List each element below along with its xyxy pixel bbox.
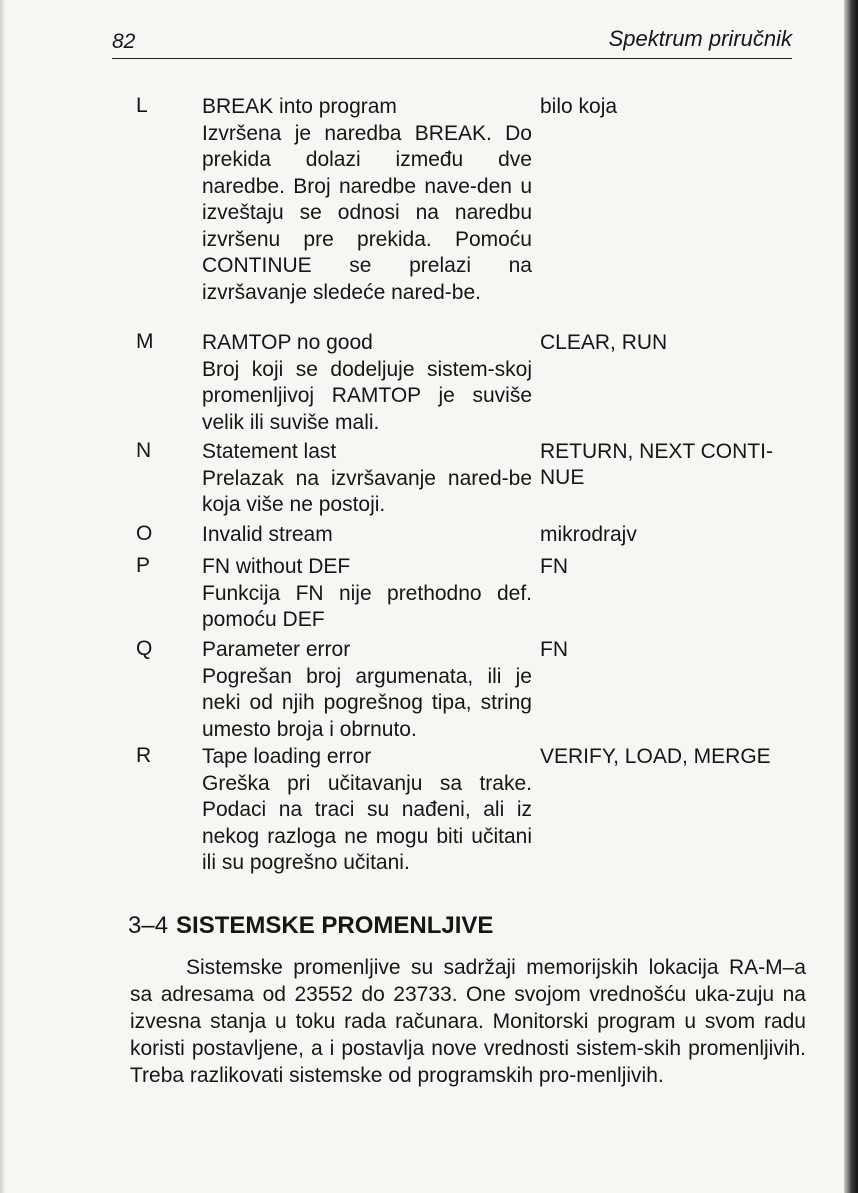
error-code: Q <box>136 637 153 660</box>
error-message: Parameter error <box>202 638 351 661</box>
running-title: Spektrum priručnik <box>608 26 792 51</box>
error-code: P <box>136 554 151 577</box>
error-code: R <box>136 744 152 767</box>
error-description <box>202 439 532 519</box>
error-explanation: Pogrešan broj argumenata, ili je neki od njih pogrešnog tipa, string umesto broja i obrnuto. <box>202 664 532 741</box>
error-explanation: Izvršena je naredba BREAK. Do prekida dolazi između dve naredbe. Broj naredbe nave-den u izveštaju se odnosi na naredbu izvršenu pre prekida. Pomoću CONTINUE se prelazi na izvršavanje sledeće nared-be. <box>202 121 532 304</box>
section-heading <box>128 912 493 940</box>
page-number: 82 <box>112 30 136 53</box>
error-message: Tape loading error <box>202 745 372 768</box>
error-context: RETURN, NEXT CONTI-NUE <box>540 440 773 489</box>
page-header <box>112 26 792 59</box>
error-message: RAMTOP no good <box>202 331 373 354</box>
error-context: CLEAR, RUN <box>540 331 668 354</box>
error-context: mikrodrajv <box>540 523 637 546</box>
error-description <box>202 522 532 549</box>
error-message: FN without DEF <box>202 555 351 578</box>
section-title: SISTEMSKE PROMENLJIVE <box>176 912 494 939</box>
error-explanation: Greška pri učitavanju sa trake. Podaci na traci su nađeni, ali iz nekog razloga ne mogu biti učitani ili su pogrešno učitani. <box>202 771 532 874</box>
scan-shadow-left <box>0 0 6 1193</box>
error-context: FN <box>540 638 568 661</box>
error-description <box>202 554 532 634</box>
error-code: N <box>136 439 152 462</box>
scan-binding-edge <box>844 0 858 1193</box>
error-message: BREAK into program <box>202 95 397 118</box>
error-description <box>202 637 532 743</box>
section-number: 3–4 <box>128 912 169 939</box>
error-code: M <box>136 330 154 353</box>
section-paragraph: Sistemske promenljive su sadržaji memorijskih lokacija RA-M–a sa adresama od 23552 do 23733. One svojom vrednošću uka-zuju na izvesna stanja u toku rada računara. Monitorski program u svom radu koristi postavljene, a i postavlja nove vrednosti sistem-skih promenljivih. Treba razlikovati sistemske od programskih pro-menljivih. <box>130 956 806 1087</box>
error-message: Statement last <box>202 440 337 463</box>
error-explanation: Broj koji se dodeljuje sistem-skoj promenljivoj RAMTOP je suviše velik ili suviše mali. <box>202 357 532 434</box>
error-explanation: Funkcija FN nije prethodno def. pomoću DEF <box>202 581 532 631</box>
error-context: VERIFY, LOAD, MERGE <box>540 745 771 768</box>
error-code: O <box>136 522 153 545</box>
error-code: L <box>136 94 148 117</box>
error-context: bilo koja <box>540 95 618 118</box>
error-message: Invalid stream <box>202 523 333 546</box>
error-description <box>202 744 532 877</box>
error-description <box>202 94 532 306</box>
error-explanation: Prelazak na izvršavanje nared-be koja više ne postoji. <box>202 466 532 516</box>
error-context: FN <box>540 555 568 578</box>
error-description <box>202 330 532 436</box>
